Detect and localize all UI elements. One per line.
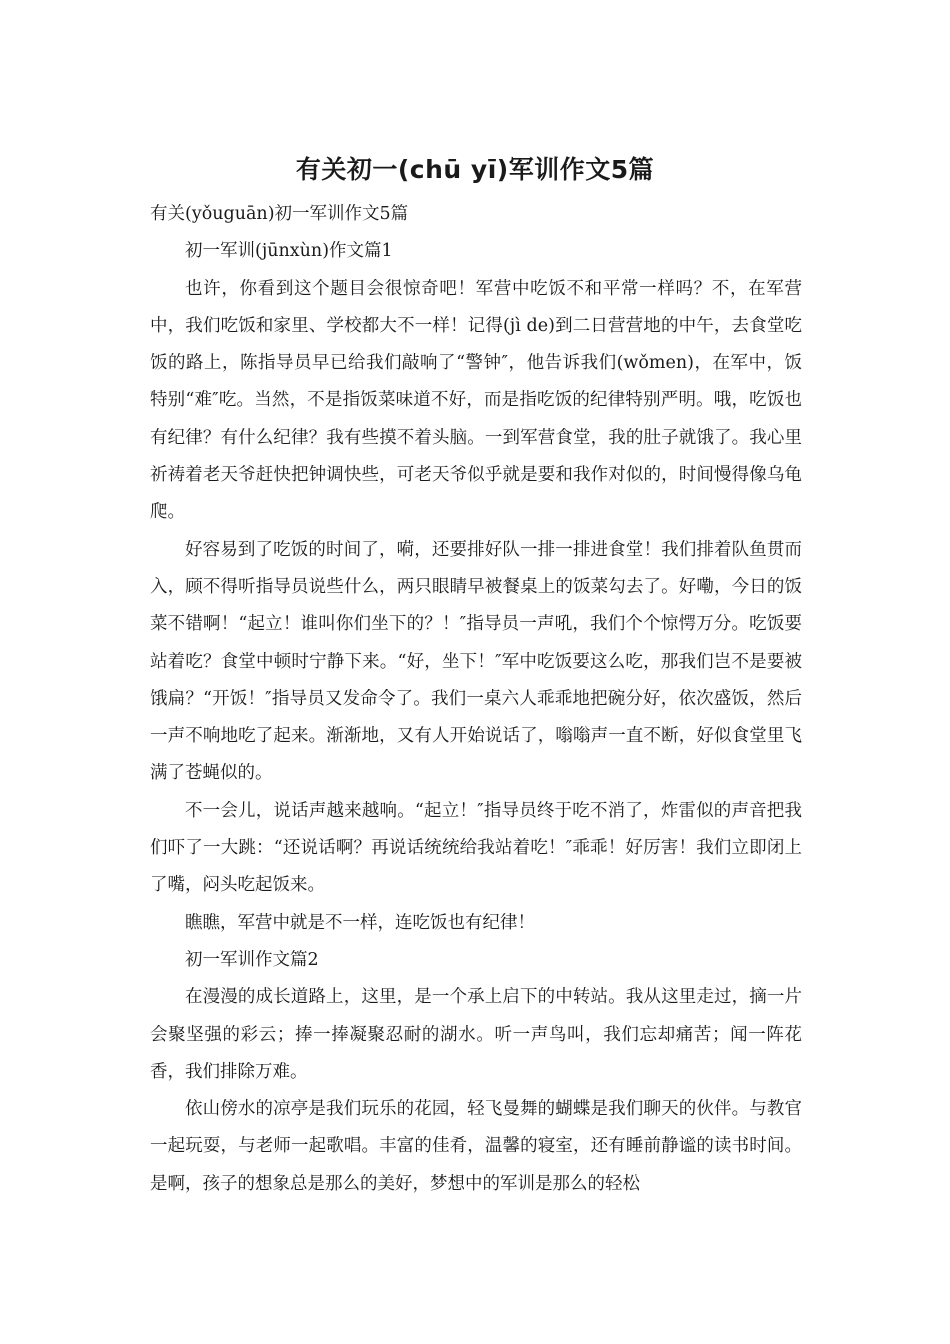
document-body (150, 196, 802, 1203)
paragraph: 依山傍水的凉亭是我们玩乐的花园，轻飞曼舞的蝴蝶是我们聊天的伙伴。与教官一起玩耍，与老师一起歌唱。丰富的佳肴，温馨的寝室，还有睡前静谧的读书时间。是啊，孩子的想象总是那么的美好，梦想中的军训是那么的轻松 (150, 1099, 802, 1194)
paragraph: 也许，你看到这个题目会很惊奇吧！军营中吃饭不和平常一样吗？不，在军营中，我们吃饭和家里、学校都大不一样！记得(jì de)到二日营营地的中午，去食堂吃饭的路上，陈指导员早已给我们敲响了“警钟″，他告诉我们(wǒmen)，在军中，饭特别“难″吃。当然，不是指饭菜味道不好，而是指吃饭的纪律特别严明。哦，吃饭也有纪律？有什么纪律？我有些摸不着头脑。一到军营食堂，我的肚子就饿了。我心里祈祷着老天爷赶快把钟调快些，可老天爷似乎就是要和我作对似的，时间慢得像乌龟爬。 (150, 278, 802, 523)
paragraph: 好容易到了吃饭的时间了，嗬，还要排好队一排一排进食堂！我们排着队鱼贯而入，顾不得听指导员说些什么，两只眼睛早被餐桌上的饭菜勾去了。好嘞，今日的饭菜不错啊！“起立！谁叫你们坐下的？！″指导员一声吼，我们个个惊愕万分。吃饭要站着吃？食堂中顿时宁静下来。“好，坐下！″军中吃饭要这么吃，那我们岂不是要被饿扁？“开饭！″指导员又发命令了。我们一桌六人乖乖地把碗分好，依次盛饭，然后一声不响地吃了起来。渐渐地，又有人开始说话了，嗡嗡声一直不断，好似食堂里飞满了苍蝇似的。 (150, 539, 802, 784)
section-heading-2: 初一军训作文篇2 (185, 949, 319, 970)
paragraph: 在漫漫的成长道路上，这里，是一个承上启下的中转站。我从这里走过，摘一片会聚坚强的彩云；捧一捧凝聚忍耐的湖水。听一声鸟叫，我们忘却痛苦；闻一阵花香，我们排除万难。 (150, 987, 802, 1082)
paragraph: 瞧瞧，军营中就是不一样，连吃饭也有纪律！ (185, 912, 535, 933)
section-heading-1: 初一军训(jūnxùn)作文篇1 (185, 241, 393, 262)
paragraph-subtitle: 有关(yǒuguān)初一军训作文5篇 (150, 204, 409, 224)
document-title: 有关初一(chū yī)军训作文5篇 (295, 155, 655, 184)
paragraph: 不一会儿，说话声越来越响。“起立！″指导员终于吃不消了，炸雷似的声音把我们吓了一大跳：“还说话啊？再说话统统给我站着吃！″乖乖！好厉害！我们立即闭上了嘴，闷头吃起饭来。 (150, 800, 802, 896)
